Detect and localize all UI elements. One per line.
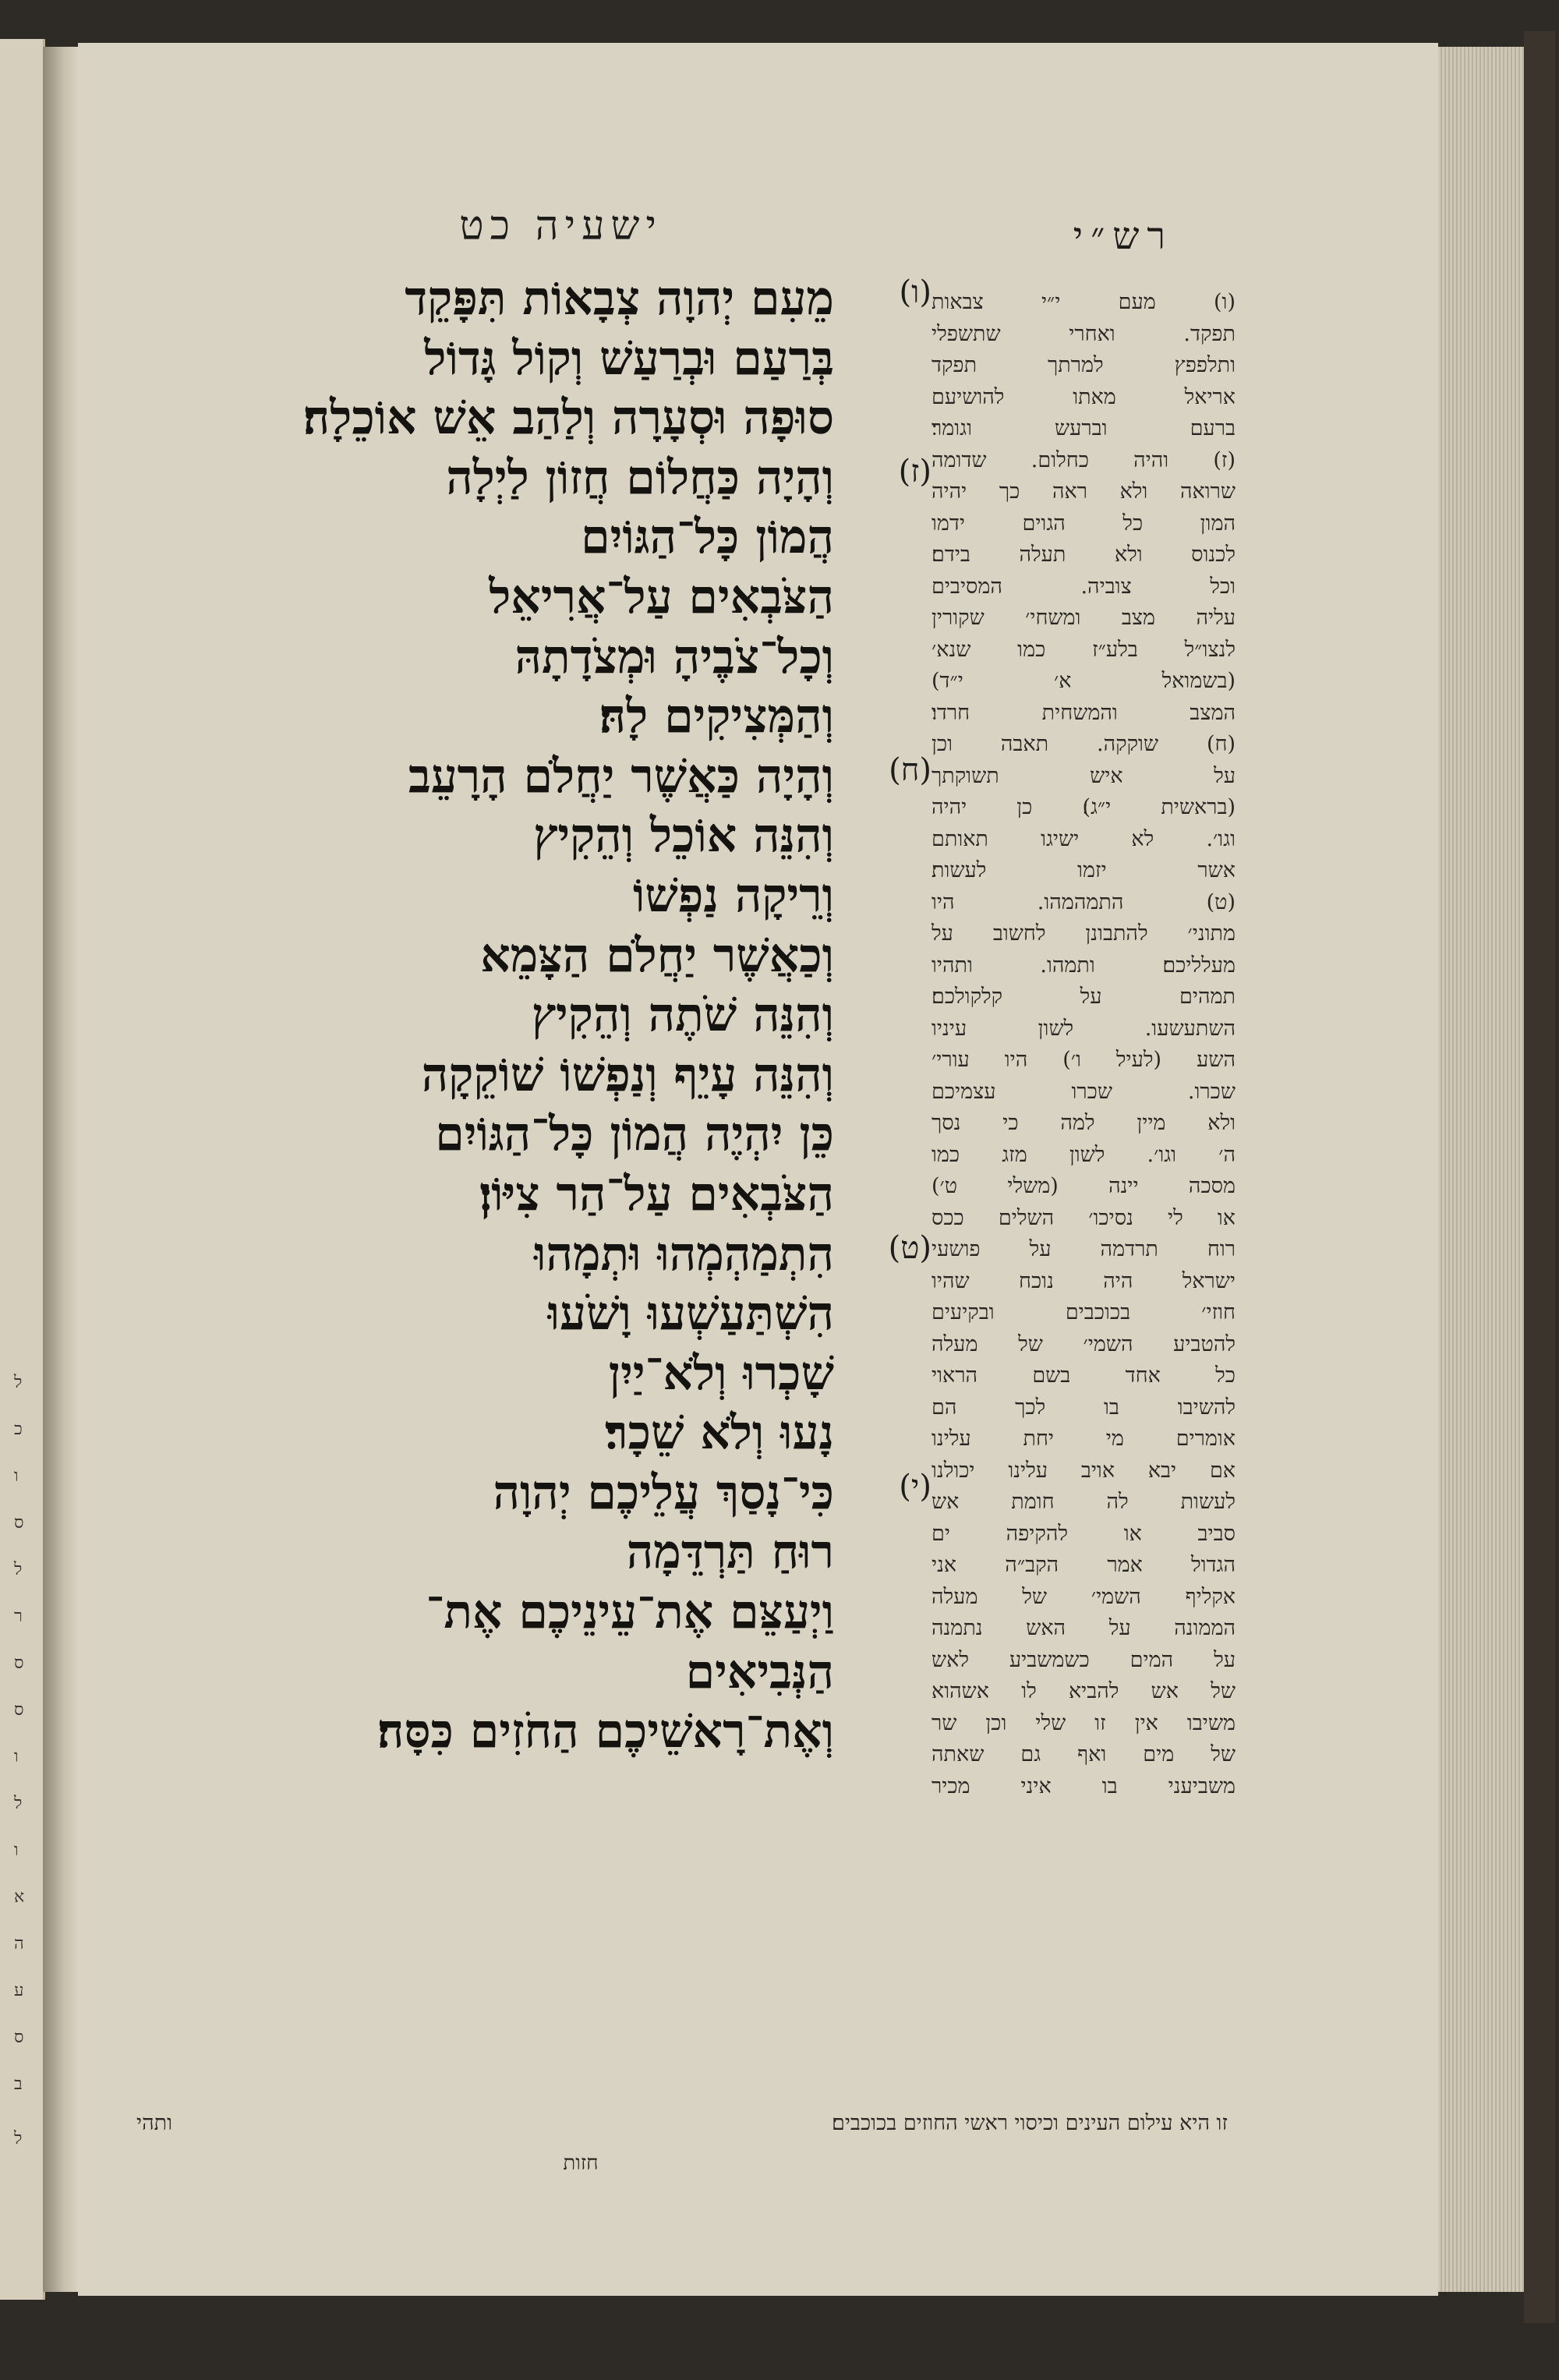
catchword: ותהי	[136, 2111, 172, 2135]
verse-line	[117, 507, 932, 568]
verse-text: וְכָל־צֹבֶיהָ וּמְצֹדָתָהּ	[514, 629, 834, 684]
verse-text: נָעוּ וְלֹא שֵׁכָר׃	[605, 1406, 834, 1461]
rashi-line: עליה מצב ומשחי׳ שקורין	[932, 606, 1236, 630]
verse-text: שָׁכְרוּ וְלֹא־יַיִן	[608, 1346, 834, 1401]
rashi-line: תמהים על קלקולכם׃	[932, 985, 1236, 1009]
rashi-line: וגו׳. לא ישיגו תאותם	[932, 826, 1236, 851]
rashi-line: מתוני׳ להתבונן לחשוב על	[932, 921, 1236, 946]
verse-text: הַצֹּבְאִים עַל־אֲרִיאֵל	[489, 569, 834, 624]
verse-line	[117, 1463, 932, 1523]
page-fore-edge	[1438, 47, 1524, 2292]
verse-line	[117, 388, 932, 448]
verse-number: (י)	[899, 1468, 932, 1505]
verse-line	[117, 568, 932, 628]
rashi-commentary-column	[932, 287, 1236, 1802]
scripture-column	[117, 269, 932, 1762]
rashi-line: ישראל היה נוכח שהיו	[932, 1268, 1236, 1293]
verse-line	[117, 1045, 932, 1105]
verse-line	[117, 866, 932, 926]
verse-line	[117, 1522, 932, 1583]
rashi-line: חוזי׳ בכוכבים ובקיעים	[932, 1300, 1236, 1324]
rashi-line: וכל צוביה. המסיבים	[932, 574, 1236, 599]
rashi-line: השע (לעיל ו׳) היו עורי׳	[932, 1048, 1236, 1072]
verse-text: הִתְמַהְמְהוּ וּתְמָהוּ	[534, 1226, 834, 1282]
verse-text: וְהִנֵּה אוֹכֵל וְהֵקִיץ	[533, 808, 834, 864]
verse-line	[117, 1105, 932, 1165]
rashi-line: אריאל מאתו להושיעם	[932, 384, 1236, 409]
verse-text: רוּחַ תַּרְדֵּמָה	[626, 1525, 834, 1580]
rashi-line: אם יבא אויב עלינו יכולנו	[932, 1458, 1236, 1483]
verse-text: וְהִנֵּה עָיֵף וְנַפְשׁוֹ שׁוֹקֵקָה	[421, 1047, 834, 1102]
rashi-line: ברעם וברעש וגומר׃	[932, 416, 1236, 440]
verse-line	[117, 687, 932, 747]
rashi-line: שכרו. שכרו עצמיכם	[932, 1079, 1236, 1104]
verse-text: הַנְּבִיאִים	[685, 1644, 834, 1699]
rashi-line: הממונה על האש נתמנה	[932, 1616, 1236, 1640]
verse-text: וְכַאֲשֶׁר יַחֲלֹם הַצָּמֵא	[480, 928, 834, 983]
book-gutter	[43, 47, 78, 2292]
rashi-line: (בראשית י״ג)׃ כן יהיה	[932, 795, 1236, 819]
rashi-line: (ח) שוקקה. תאבה וכן	[932, 732, 1236, 756]
verse-number: (ט)	[888, 1229, 932, 1266]
rashi-line: ותלפפץ למרתך תפקד	[932, 353, 1236, 377]
rashi-line: השתעשעו. לשון עיניו	[932, 1016, 1236, 1041]
rashi-line: (ז) והיה כחלום. שדומה	[932, 447, 1236, 472]
verse-line	[117, 985, 932, 1045]
rashi-line: (ו) מעם י״י צבאות	[932, 290, 1236, 314]
verse-number: (ז)	[898, 453, 932, 490]
verse-line	[117, 329, 932, 389]
rashi-line: כל אחד בשם הראוי	[932, 1363, 1236, 1388]
rashi-line: הגדול אמר הקב״ה אני	[932, 1553, 1236, 1577]
verse-text: כִּי־נָסַךְ עֲלֵיכֶם יְהוָה	[493, 1465, 834, 1520]
rashi-line: אומרים מי יחת עלינו	[932, 1427, 1236, 1451]
verse-number: (ח)	[889, 751, 932, 788]
rashi-line: מסכה יינה (משלי ט׳)	[932, 1174, 1236, 1198]
left-page-edge: ל כ ו ס ל ר ס ס ו ל ו א ה ע ס ב ל	[0, 39, 45, 2300]
rashi-line: לכנוס ולא תעלה בידם׃	[932, 543, 1236, 567]
verse-line	[117, 1284, 932, 1344]
verse-line	[117, 269, 932, 329]
rashi-line: מעלליכם׃ ותמהו. ותהיו	[932, 953, 1236, 978]
rashi-line: משיבו אין זו שלי וכן שר	[932, 1710, 1236, 1735]
verse-text: וְהַמְּצִיקִים לָהּ׃	[599, 689, 834, 744]
verse-text: מֵעִם יְהוָה צְבָאוֹת תִּפָּקֵד	[405, 271, 834, 326]
verse-line	[117, 1225, 932, 1285]
verse-line	[117, 926, 932, 986]
verse-text: הִשְׁתַּעַשְׁעוּ וָשֹׁעוּ	[547, 1286, 834, 1342]
verse-text: וְהָיָה כַּחֲלוֹם חֲזוֹן לַיְלָה	[446, 450, 834, 505]
verse-text: וְרֵיקָה נַפְשׁוֹ	[632, 868, 834, 923]
rashi-line: סביב או להקיפה ים	[932, 1521, 1236, 1546]
verse-line	[117, 747, 932, 807]
verse-line	[117, 628, 932, 688]
rashi-line: המצב והמשחית חרדו׃	[932, 700, 1236, 725]
rashi-header: רש״י	[1073, 214, 1173, 258]
verse-line	[117, 1702, 932, 1762]
verse-text: הֲמוֹן כָּל־הַגּוֹיִם	[581, 510, 834, 565]
book-chapter-header: ישעיה כט	[459, 203, 663, 249]
rashi-line: על המים כשמשביע לאש	[932, 1647, 1236, 1672]
rashi-line: רוח תרדמה על פושעי	[932, 1237, 1236, 1261]
verse-text: כֵּן יִהְיֶה הֲמוֹן כָּל־הַגּוֹיִם	[435, 1107, 834, 1162]
verse-line	[117, 1643, 932, 1703]
rashi-line: שרואה ולא ראה כך יהיה	[932, 479, 1236, 504]
rashi-line: או לי נסיכו׳ השלים ככס	[932, 1205, 1236, 1230]
rashi-line: אשר יזמו לעשות׃	[932, 858, 1236, 882]
verse-text: וַיְעַצֵּם אֶת־עֵינֵיכֶם אֶת־	[426, 1585, 834, 1640]
rashi-line: להשיבו בו לכך הם	[932, 1395, 1236, 1420]
verse-line	[117, 1583, 932, 1643]
rashi-line: ולא מיין למה כי נסך	[932, 1111, 1236, 1135]
rashi-line: לנצו״ל בלע״ז כמו שנא׳	[932, 637, 1236, 662]
verse-number: (ו)	[899, 274, 932, 310]
rashi-line: של מים ואף גם שאתה	[932, 1742, 1236, 1766]
rashi-line: לעשות לה חומת אש	[932, 1490, 1236, 1514]
rashi-line: (ט) התמהמהו. היו	[932, 889, 1236, 914]
verse-text: הַצֹּבְאִים עַל־הַר צִיּוֹן׃	[479, 1166, 834, 1222]
verse-line	[117, 806, 932, 866]
rashi-line: אקליף השמי׳ של מעלה	[932, 1584, 1236, 1609]
verse-text: וְהִנֵּה שֹׁתֶה וְהֵקִיץ	[531, 988, 834, 1043]
rashi-line: של אש להביא לו אשהוא	[932, 1679, 1236, 1703]
rashi-line: על איש תשוקתך	[932, 763, 1236, 788]
rashi-line: תפקד. ואחרי שתשפלי	[932, 321, 1236, 346]
verse-line	[117, 1403, 932, 1463]
verse-text: בְּרַעַם וּבְרַעַשׁ וְקוֹל גָּדוֹל	[424, 331, 834, 386]
verse-line	[117, 1165, 932, 1225]
verse-text: סוּפָה וּסְעָרָה וְלַהַב אֵשׁ אוֹכֵלָה׃	[302, 391, 834, 446]
rashi-line: להטביע השמי׳ של מעלה	[932, 1331, 1236, 1356]
rashi-line: (בשמואל א׳ י״ד)	[932, 669, 1236, 693]
verse-line	[117, 448, 932, 508]
rashi-line: ה׳ וגו׳. לשון מזג כמו	[932, 1142, 1236, 1167]
verse-line	[117, 1344, 932, 1404]
verse-text: וְהָיָה כַּאֲשֶׁר יַחֲלֹם הָרָעֵב	[408, 748, 834, 804]
cover-edge	[1524, 31, 1555, 2323]
footer-commentary-line: זו היא עילום העינים וכיסוי ראשי החוזים בכוכבים׃	[832, 2111, 1228, 2135]
signature-mark: חזות	[563, 2152, 599, 2175]
verse-text: וְאֶת־רָאשֵׁיכֶם הַחֹזִים כִּסָּה׃	[376, 1704, 834, 1759]
rashi-line: משביעני בו איני מכיר	[932, 1774, 1236, 1798]
rashi-line: המון כל הגוים ידמו	[932, 511, 1236, 536]
